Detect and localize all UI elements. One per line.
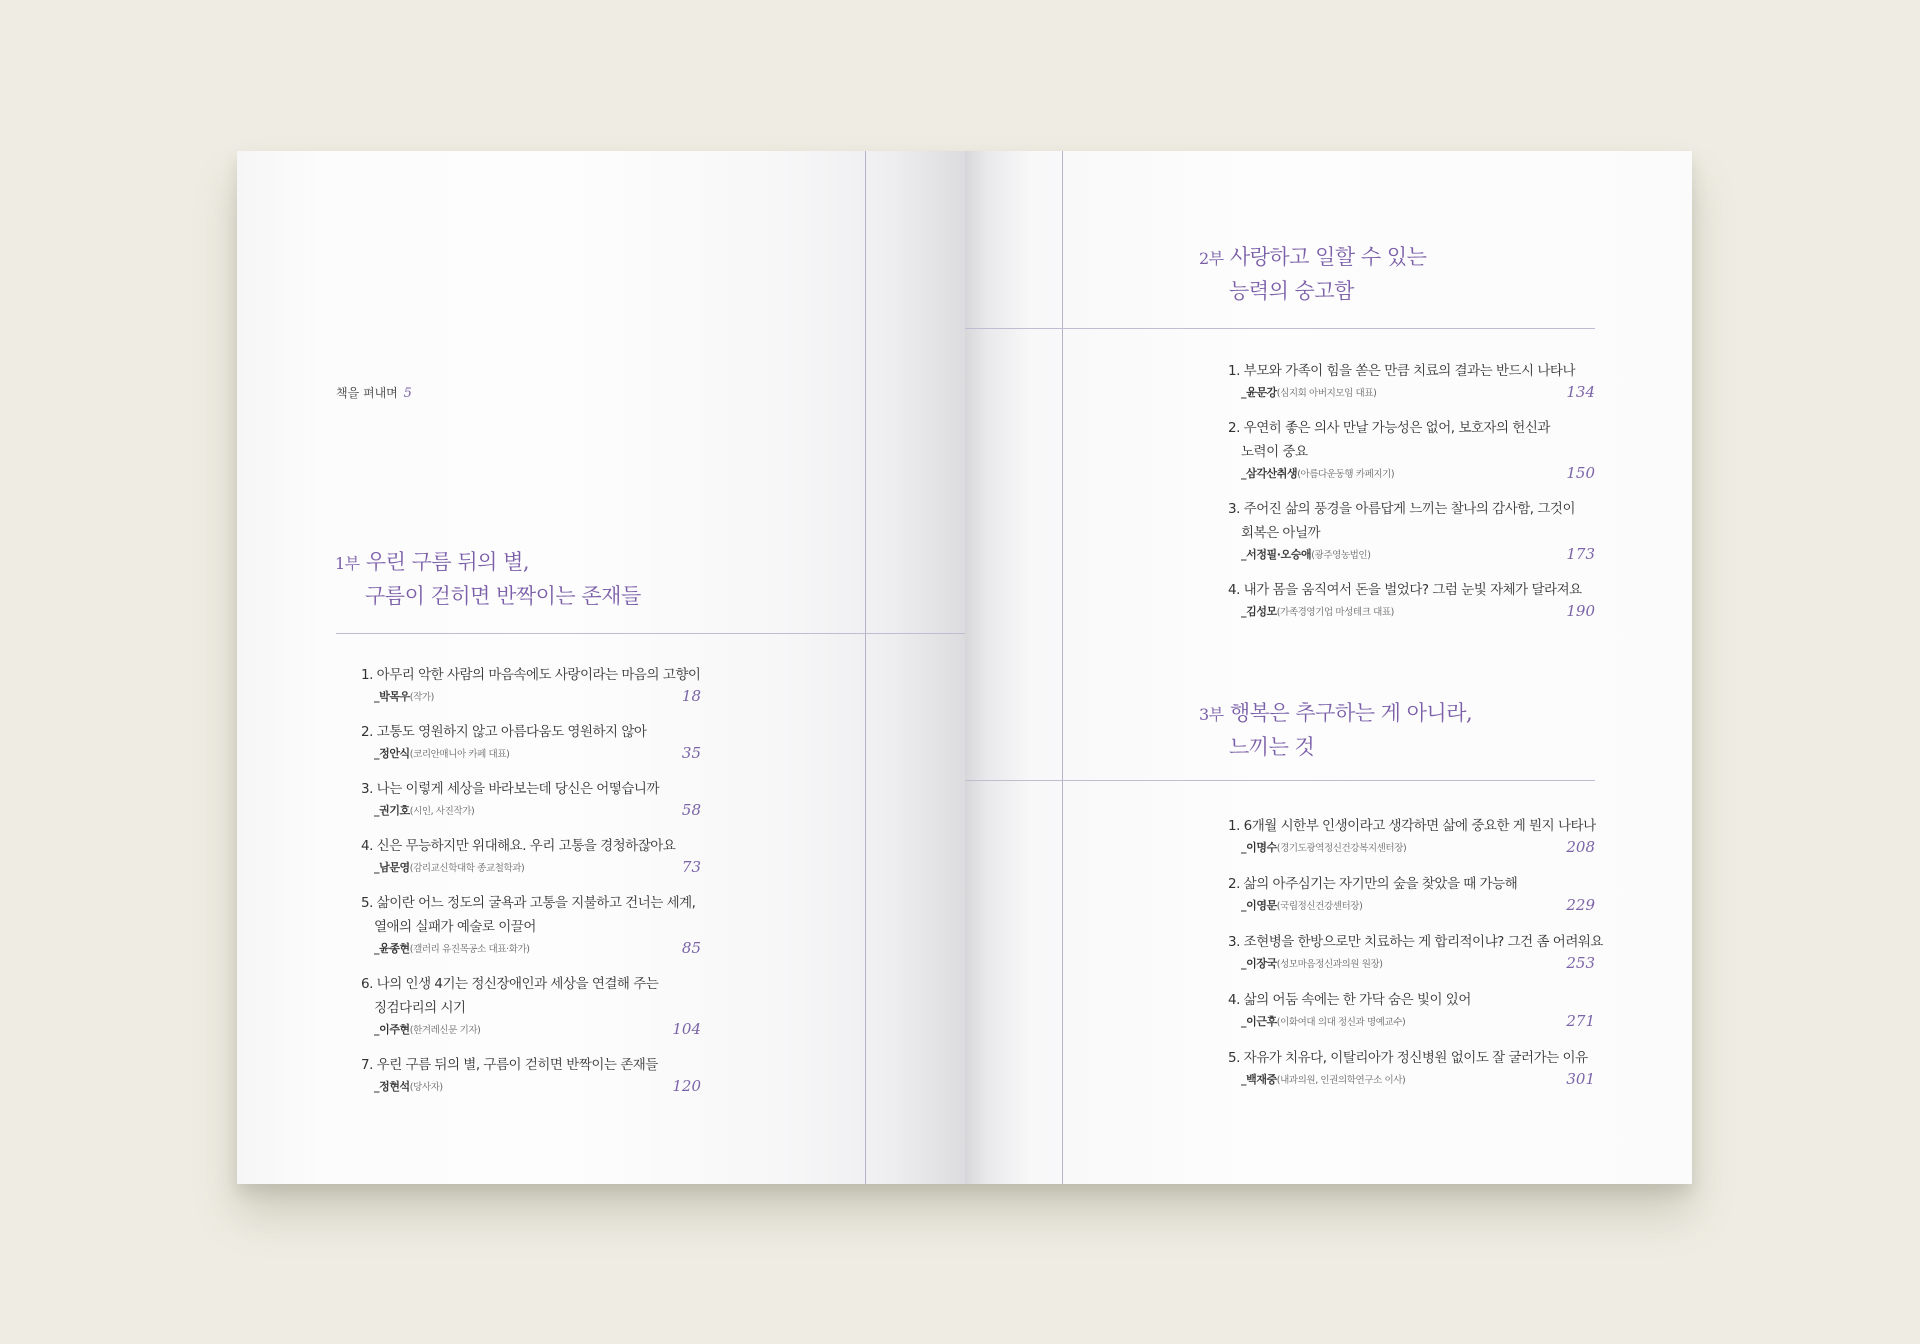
part3-title-line1: 행복은 추구하는 게 아니라, [1229, 701, 1473, 725]
preface-entry[interactable] [336, 384, 412, 401]
part1-number: 1부 [335, 554, 360, 573]
left-page [237, 151, 965, 1184]
left-page-vertical-rule [865, 151, 866, 1184]
toc-entry-title-line1: 5. 자유가 치유다, 이탈리아가 정신병원 없이도 잘 굴러가는 이유 [1228, 1050, 1588, 1066]
open-book [237, 151, 1692, 1184]
toc-entry-page-number: 173 [1566, 545, 1595, 563]
toc-entry-title-line1: 1. 아무리 악한 사람의 마음속에도 사랑이라는 마음의 고향이 [361, 667, 701, 683]
part3-title-line2: 느끼는 것 [1229, 735, 1315, 759]
toc-entry-title-line2: 노력이 중요 [1241, 444, 1308, 460]
toc-entry-page-number: 271 [1566, 1012, 1595, 1030]
part2-rule [965, 328, 1595, 329]
toc-entry-author-line [361, 1020, 701, 1040]
toc-entry-title [1228, 1046, 1595, 1070]
toc-entry-author-desc: (감리교신학대학 종교철학과) [409, 863, 525, 874]
toc-entry-title-line1: 2. 우연히 좋은 의사 만날 가능성은 없어, 보호자의 헌신과 [1228, 420, 1550, 436]
toc-entry-page-number: 208 [1566, 838, 1595, 856]
toc-entry-title-line2: 회복은 아닐까 [1241, 525, 1321, 541]
part1-title-line2: 구름이 걷히면 반짝이는 존재들 [365, 584, 641, 608]
toc-entry-author-line [361, 1077, 701, 1097]
toc-entry-title [361, 834, 701, 858]
toc-entry-author-line [1228, 383, 1595, 403]
toc-entry-author-desc: (당사자) [409, 1082, 443, 1093]
toc-entry[interactable] [361, 663, 701, 707]
toc-entry-title-line1: 1. 부모와 가족이 힘을 쏟은 만큼 치료의 결과는 반드시 나타나 [1228, 363, 1575, 379]
toc-entry-author: _박목우 [374, 690, 410, 703]
toc-entry-author: _정현석 [374, 1080, 410, 1093]
toc-entry-author-desc: (심지회 아버지모임 대표) [1276, 388, 1377, 399]
part2-title-line1: 사랑하고 일할 수 있는 [1229, 245, 1427, 269]
toc-entry-page-number: 150 [1566, 464, 1595, 482]
preface-page: 5 [403, 386, 412, 401]
toc-entry-author-desc: (이화여대 의대 정신과 명예교수) [1276, 1017, 1406, 1028]
toc-entry-author-line [361, 801, 701, 821]
toc-entry-author-desc: (가족경영기업 마성테크 대표) [1276, 607, 1394, 618]
part1-entry-list [361, 663, 701, 1097]
toc-entry-author-desc: (아름다운동행 카페지기) [1297, 469, 1395, 480]
toc-entry-author: _이영문 [1241, 899, 1277, 912]
toc-entry-title-line1: 1. 6개월 시한부 인생이라고 생각하면 삶에 중요한 게 뭔지 나타나 [1228, 818, 1596, 834]
right-page-vertical-rule [1062, 151, 1063, 1184]
toc-entry-page-number: 120 [672, 1077, 701, 1095]
toc-entry-title [361, 972, 701, 1020]
toc-entry-author-desc: (코리안매니아 카페 대표) [409, 749, 510, 760]
toc-entry-title [1228, 497, 1595, 545]
toc-entry-title [1228, 814, 1595, 838]
toc-entry[interactable] [361, 777, 701, 821]
toc-entry-page-number: 253 [1566, 954, 1595, 972]
toc-entry-author-line [1228, 1012, 1595, 1032]
toc-entry-title-line1: 7. 우린 구름 뒤의 별, 구름이 걷히면 반짝이는 존재들 [361, 1057, 658, 1073]
toc-entry-author: _이주현 [374, 1023, 410, 1036]
preface-label: 책을 펴내며 [336, 386, 398, 400]
toc-entry-page-number: 35 [681, 744, 701, 762]
toc-entry-title-line1: 5. 삶이란 어느 정도의 굴욕과 고통을 지불하고 건너는 세계, [361, 895, 696, 911]
toc-entry[interactable] [1228, 359, 1595, 403]
toc-entry-title-line1: 4. 삶의 어둠 속에는 한 가닥 숨은 빛이 있어 [1228, 992, 1471, 1008]
toc-entry-author-desc: (작가) [409, 692, 434, 703]
toc-entry[interactable] [1228, 814, 1595, 858]
toc-entry-title-line1: 3. 나는 이렇게 세상을 바라보는데 당신은 어떻습니까 [361, 781, 659, 797]
toc-entry-title-line1: 3. 주어진 삶의 풍경을 아름답게 느끼는 찰나의 감사함, 그것이 [1228, 501, 1575, 517]
toc-entry[interactable] [361, 720, 701, 764]
part2-title-line2: 능력의 숭고함 [1229, 279, 1354, 303]
part2-entry-list [1228, 359, 1595, 622]
toc-entry-title [361, 1053, 701, 1077]
toc-entry-author-line [361, 744, 701, 764]
part2-number: 2부 [1199, 249, 1224, 268]
toc-entry-author-line [1228, 545, 1595, 565]
toc-entry[interactable] [1228, 930, 1603, 974]
toc-entry-author-line [1228, 602, 1595, 622]
toc-entry-page-number: 73 [681, 858, 701, 876]
toc-entry-title-line1: 6. 나의 인생 4기는 정신장애인과 세상을 연결해 주는 [361, 976, 659, 992]
toc-entry-author: _서정필·오승애 [1241, 548, 1312, 561]
toc-entry-page-number: 18 [681, 687, 701, 705]
toc-entry-title [361, 891, 701, 939]
toc-entry-author-desc: (경기도광역정신건강복지센터장) [1276, 843, 1407, 854]
toc-entry-title-line2: 열애의 실패가 예술로 이끌어 [374, 919, 536, 935]
toc-entry-title [1228, 359, 1595, 383]
toc-entry-author-line [361, 858, 701, 878]
toc-entry-page-number: 190 [1566, 602, 1595, 620]
part3-entry-list [1228, 814, 1603, 1090]
toc-entry-author: _김성모 [1241, 605, 1277, 618]
toc-entry-title [361, 720, 701, 744]
part2-heading [1199, 241, 1426, 308]
part3-number: 3부 [1199, 705, 1224, 724]
toc-entry-title [361, 777, 701, 801]
toc-entry-author-line [361, 939, 701, 959]
toc-entry[interactable] [361, 834, 701, 878]
toc-entry-author-line [1228, 896, 1595, 916]
toc-entry-author: _권기호 [374, 804, 410, 817]
toc-entry-page-number: 229 [1566, 896, 1595, 914]
toc-entry[interactable] [361, 972, 701, 1040]
part1-rule [336, 633, 965, 634]
toc-entry-author-desc: (국립정신건강센터장) [1276, 901, 1363, 912]
toc-entry-author: _백재중 [1241, 1073, 1277, 1086]
toc-entry[interactable] [1228, 497, 1595, 565]
toc-entry[interactable] [1228, 872, 1595, 916]
toc-entry-author-line [1228, 1070, 1595, 1090]
toc-entry[interactable] [1228, 416, 1595, 484]
toc-entry-author: _남문영 [374, 861, 410, 874]
toc-entry-author-desc: (시인, 사진작가) [409, 806, 475, 817]
toc-entry-title-line1: 2. 고통도 영원하지 않고 아름다움도 영원하지 않아 [361, 724, 647, 740]
toc-entry-author: _윤종현 [374, 942, 410, 955]
toc-entry-title [1228, 416, 1595, 464]
toc-entry-author: _이명수 [1241, 841, 1277, 854]
part3-heading [1199, 697, 1472, 764]
toc-entry-title [1228, 872, 1595, 896]
toc-entry-author-line [361, 687, 701, 707]
toc-entry-title-line1: 2. 삶의 아주심기는 자기만의 숲을 찾았을 때 가능해 [1228, 876, 1518, 892]
toc-entry-title-line2: 징검다리의 시기 [374, 1000, 466, 1016]
toc-entry-author: _이장국 [1241, 957, 1277, 970]
toc-entry-title [1228, 578, 1595, 602]
toc-entry-page-number: 104 [672, 1020, 701, 1038]
toc-entry-author-line [1228, 838, 1595, 858]
toc-entry[interactable] [361, 891, 701, 959]
toc-entry-page-number: 85 [681, 939, 701, 957]
part3-rule [965, 780, 1595, 781]
toc-entry[interactable] [1228, 578, 1595, 622]
part1-title-line1: 우린 구름 뒤의 별, [365, 550, 530, 574]
toc-entry-title [1228, 988, 1595, 1012]
toc-entry-page-number: 134 [1566, 383, 1595, 401]
toc-entry-page-number: 58 [681, 801, 701, 819]
toc-entry-page-number: 301 [1566, 1070, 1595, 1088]
toc-entry[interactable] [1228, 1046, 1595, 1090]
toc-entry[interactable] [361, 1053, 701, 1097]
toc-entry-author-desc: (내과의원, 인권의학연구소 이사) [1276, 1075, 1406, 1086]
toc-entry-author: _정안식 [374, 747, 410, 760]
toc-entry-author-desc: (갤러리 유진목공소 대표·화가) [409, 944, 530, 955]
toc-entry-author-line [1228, 954, 1595, 974]
part1-heading [335, 546, 641, 613]
toc-entry-title [361, 663, 701, 687]
toc-entry-author-desc: (성모마음정신과의원 원장) [1276, 959, 1383, 970]
toc-entry-author-desc: (광주영농법인) [1311, 550, 1371, 561]
toc-entry-title-line1: 3. 조현병을 한방으로만 치료하는 게 합리적이냐? 그건 좀 어려워요 [1228, 934, 1603, 950]
toc-entry-title-line1: 4. 신은 무능하지만 위대해요. 우리 고통을 경청하잖아요 [361, 838, 676, 854]
toc-entry-author-line [1228, 464, 1595, 484]
toc-entry-author: _이근후 [1241, 1015, 1277, 1028]
toc-entry-title-line1: 4. 내가 몸을 움직여서 돈을 벌었다? 그럼 눈빛 자체가 달라져요 [1228, 582, 1582, 598]
toc-entry-author-desc: (한겨레신문 기자) [409, 1025, 481, 1036]
toc-entry-author: _삼각산취생 [1241, 467, 1298, 480]
toc-entry-author: _윤문강 [1241, 386, 1277, 399]
right-page [965, 151, 1692, 1184]
toc-entry[interactable] [1228, 988, 1595, 1032]
toc-entry-title [1228, 930, 1603, 954]
